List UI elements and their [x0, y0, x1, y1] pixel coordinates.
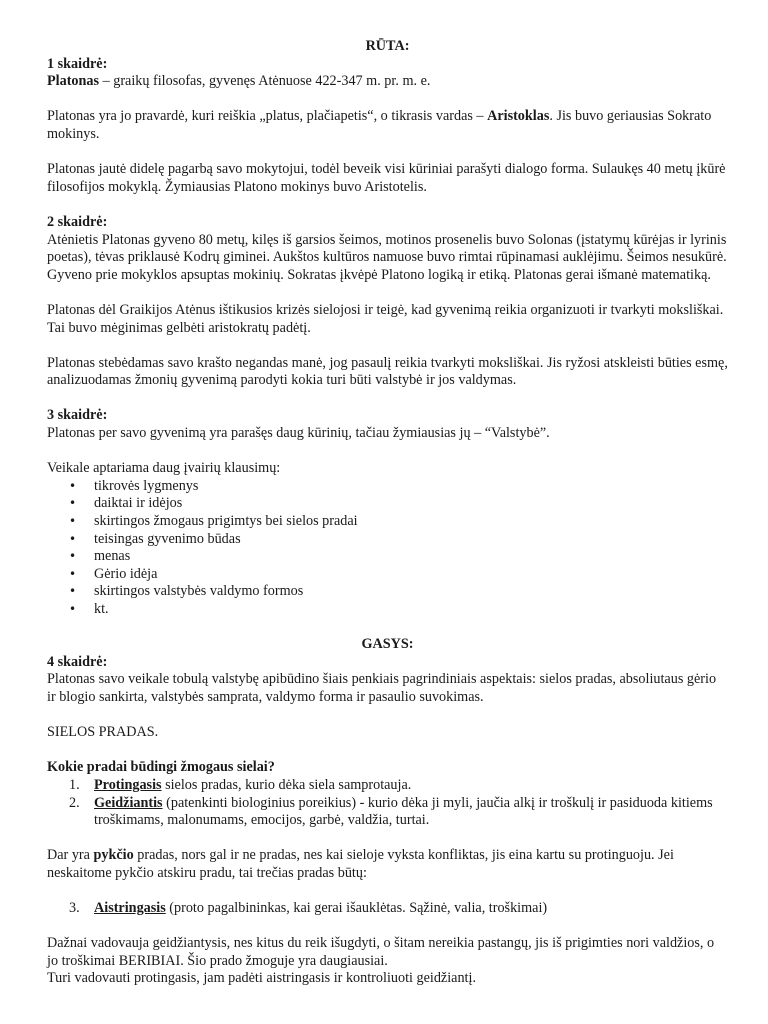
slide-1-intro — [47, 73, 728, 91]
term-pykcio: pykčio — [93, 847, 134, 864]
list-item — [47, 777, 728, 795]
item-text: (proto pagalbininkas, kai gerai išauklėtas. Sąžinė, valia, troškimai) — [165, 900, 548, 917]
list-item: • Gėrio idėja — [94, 566, 728, 584]
term-aistringasis: Aistringasis — [94, 900, 166, 917]
list-item — [47, 900, 728, 918]
item-number: 1. — [69, 776, 80, 793]
slide-2-paragraph-3: Platonas stebėdamas savo krašto negandas manė, jog pasaulį reikia tvarkyti moksliškai. Jis ryžosi atskleisti būties esmę, analizuodamas žmonių gyvenimą parodyti kokia turi būti valstybė ir jos valdymas. — [47, 354, 728, 389]
list-item — [47, 795, 728, 830]
list-item: • tikrovės lygmenys — [94, 478, 728, 496]
list-item: • menas — [94, 548, 728, 566]
heading-ruta: RŪTA: — [365, 38, 410, 54]
list-item: • skirtingos žmogaus prigimtys bei sielos pradai — [94, 513, 728, 531]
item-text: (patenkinti biologinius poreikius) - kurio dėka ji myli, jaučia alkį ir troškulį ir pasiduoda kitiems troškimams, malonumams, emocijos, garbė, valdžia, turtai. — [94, 794, 713, 829]
list-item: • kt. — [94, 601, 728, 619]
term-geidziantis: Geidžiantis — [94, 794, 163, 811]
slide-1-paragraph-3: Platonas jautė didelę pagarbą savo mokytojui, todėl beveik visi kūriniai parašyti dialogo forma. Sulaukęs 40 metų įkūrė filosofijos mokyklą. Žymiausias Platono mokinys buvo Aristotelis. — [47, 161, 726, 195]
heading-gasys: GASYS: — [361, 636, 414, 653]
intro-text: – graikų filosofas, gyvenęs Atėnuose 422-347 m. pr. m. e. — [99, 73, 431, 90]
slide-3-paragraph-2: Veikale aptariama daug įvairių klausimų: — [47, 460, 281, 477]
p2-text-a: Platonas yra jo pravardė, kuri reiškia „platus, plačiapetis“, o tikrasis vardas – — [47, 108, 488, 125]
slide-3-paragraph-1: Platonas per savo gyvenimą yra parašęs daug kūrinių, tačiau žymiausias jų – “Valstybė”. — [47, 425, 550, 442]
anger-paragraph — [47, 847, 728, 882]
slide-4-paragraph-1: Platonas savo veikale tobulą valstybę apibūdino šiais penkiais pagrindiniais aspektais: sielos pradas, absoliutaus gėrio ir blogio sankirta, valstybės samprata, valdymo forma ir pasaulio suvokimas. — [47, 671, 717, 705]
item-text: sielos pradas, kurio dėka siela samprotauja. — [161, 776, 412, 793]
closing-paragraph-2: Turi vadovauti protingasis, jam padėti aistringasis ir kontroliuoti geidžiantį. — [47, 970, 476, 987]
topics-list — [47, 478, 728, 619]
slide-2-paragraph-1: Atėnietis Platonas gyveno 80 metų, kilęs iš garsios šeimos, motinos prosenelis buvo Solonas (įstatymų kūrėjas ir lyrinis poetas), tėvas priklausė Kodrų giminei. Aukštos kultūros namuose buvo rimtai rūpinamasi auklėjimu. Šeimos nesukūrė. Gyveno prie mokyklos apsuptas mokinių. Sokratas įkvėpė Platono logiką ir etiką. Platonas gerai išmanė matematiką. — [47, 231, 727, 283]
p2-text-b: . Jis buvo geriausias Sokrato mokinys. — [47, 108, 712, 142]
closing-paragraph-1: Dažnai vadovauja geidžiantysis, nes kitus du reik išugdyti, o šitam nereikia pastangų, jis iš prigimties nori valdžios, o jo troškimai BERIBIAI. Šio prado žmoguje yra daugiausiai. — [47, 935, 715, 969]
soul-principles-list — [47, 777, 728, 830]
question-heading: Kokie pradai būdingi žmogaus sielai? — [47, 759, 275, 776]
list-item: • teisingas gyvenimo būdas — [94, 531, 728, 549]
slide-1-paragraph-2 — [47, 108, 728, 143]
slide-4-label: 4 skaidrė: — [47, 653, 108, 670]
list-item: • skirtingos valstybės valdymo formos — [94, 583, 728, 601]
soul-principles-list-cont — [47, 900, 728, 918]
anger-text-b: pradas, nors gal ir ne pradas, nes kai sieloje vyksta konfliktas, jis eina kartu su protinguoju. Jei neskaitome pykčio atskiru pradu, tai trečias pradas būtų: — [47, 847, 674, 881]
slide-3-label: 3 skaidrė: — [47, 407, 108, 424]
section-title: SIELOS PRADAS. — [47, 724, 159, 741]
item-number: 2. — [69, 794, 80, 811]
slide-2-paragraph-2: Platonas dėl Graikijos Atėnus ištikusios krizės sielojosi ir teigė, kad gyvenimą reikia organizuoti ir tvarkyti moksliškai. Tai buvo mėginimas gelbėti aristokratų padėtį. — [47, 301, 724, 336]
slide-2-label: 2 skaidrė: — [47, 213, 108, 230]
term-aristoklas: Aristoklas — [487, 108, 550, 125]
item-number: 3. — [69, 900, 80, 917]
term-platonas: Platonas — [47, 73, 100, 90]
anger-text-a: Dar yra — [47, 847, 94, 864]
term-protingasis: Protingasis — [94, 776, 162, 793]
slide-1-label: 1 skaidrė: — [47, 55, 108, 72]
list-item: • daiktai ir idėjos — [94, 495, 728, 513]
